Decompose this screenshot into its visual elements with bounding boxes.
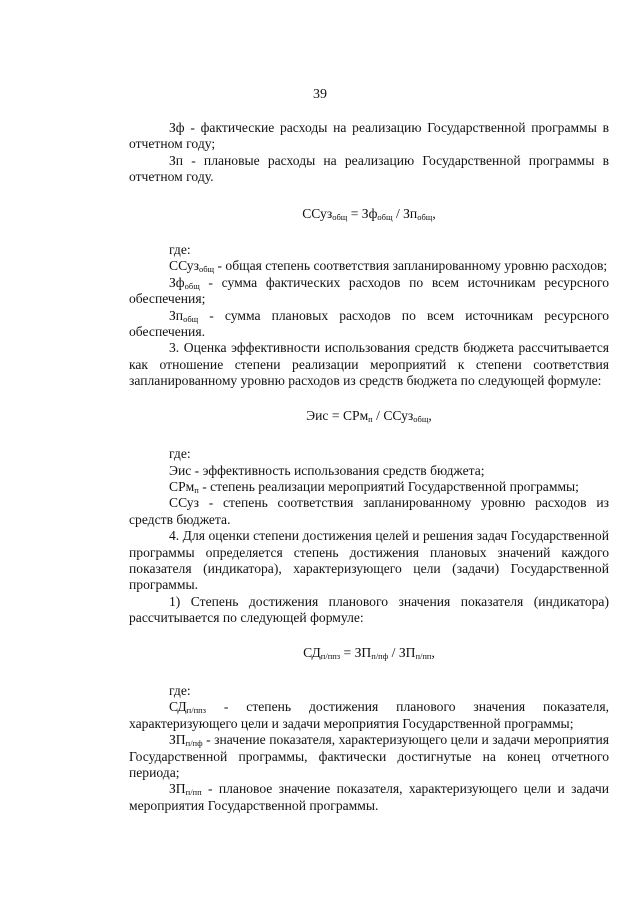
- formula-subscript: п: [368, 413, 373, 424]
- formula-term: Эис: [306, 407, 329, 423]
- definition-text: - сумма плановых расходов по всем источникам ресурсного обеспечения.: [129, 307, 609, 340]
- symbol: Зп: [169, 307, 184, 323]
- symbol: Зф: [169, 274, 185, 290]
- formula-subscript: общ: [417, 211, 433, 222]
- symbol-subscript: п/пп: [185, 787, 202, 798]
- formula-operator: =: [328, 407, 343, 423]
- definition-text: - степень достижения планового значения показателя, характеризующего цели и задачи мероприятия Государственной программы;: [129, 699, 609, 731]
- formula-operator: /: [372, 407, 384, 423]
- formula-budget-efficiency: [129, 408, 609, 424]
- where-label: где:: [169, 682, 191, 698]
- definition-zp-pp: [129, 781, 609, 814]
- definition-zp-pf: [129, 732, 609, 781]
- definition-sd: [129, 699, 609, 732]
- formula-punct: ,: [432, 205, 436, 221]
- formula-operator: /: [388, 644, 399, 660]
- symbol-subscript: п/пф: [185, 738, 203, 749]
- formula-term: СД: [303, 644, 321, 660]
- formula-operator: =: [347, 205, 362, 221]
- definition-zf-obshch: [129, 275, 609, 308]
- formula-term: Зп: [403, 205, 418, 221]
- item-4-paragraph: 4. Для оценки степени достижения целей и решения задач Государственной программы определяется степень достижения плановых значений каждого показателя (индикатора), характеризующего цели (задачи) Государственной программы.: [129, 528, 609, 593]
- formula-punct: ,: [428, 407, 432, 423]
- formula-subscript: общ: [413, 413, 429, 424]
- definition-text: - плановое значение показателя, характеризующего цели и задачи мероприятия Государственной программы.: [129, 781, 609, 813]
- symbol-subscript: общ: [183, 313, 199, 324]
- symbol: СД: [169, 699, 187, 715]
- formula-term: Зф: [361, 205, 378, 221]
- symbol-subscript: общ: [198, 264, 215, 275]
- symbol: ССуз: [169, 258, 199, 274]
- definition-text: - сумма фактических расходов по всем источникам ресурсного обеспечения;: [129, 274, 609, 307]
- symbol: ЗП: [169, 781, 186, 797]
- definition-srm: [129, 479, 609, 495]
- symbol-subscript: п: [194, 484, 199, 495]
- formula-term: ССуз: [383, 407, 414, 423]
- definition-text: - плановые расходы на реализацию Государственной программы в отчетном году.: [129, 152, 609, 185]
- symbol: ЗП: [169, 732, 186, 748]
- where-label: где:: [169, 446, 191, 462]
- item-4-1-paragraph: 1) Степень достижения планового значения показателя (индикатора) рассчитывается по следующей формуле:: [129, 593, 609, 626]
- formula-operator: =: [340, 644, 355, 660]
- symbol-subscript: общ: [184, 280, 200, 291]
- definition-zf: [129, 120, 609, 153]
- symbol: Зп: [169, 152, 184, 168]
- definition-text: - фактические расходы на реализацию Государственной программы в отчетном году;: [129, 120, 609, 152]
- formula-target-achievement: [129, 645, 609, 661]
- definition-zp: [129, 153, 609, 186]
- formula-term: ЗП: [398, 644, 416, 660]
- where-label: где:: [169, 242, 191, 258]
- formula-operator: /: [392, 205, 404, 221]
- definition-text: - степень реализации мероприятий Государственной программы;: [198, 478, 579, 494]
- symbol: СРм: [169, 478, 195, 494]
- symbol: Зф: [169, 120, 185, 135]
- formula-subscript: п/ппз: [320, 650, 341, 661]
- formula-subscript: п/пп: [415, 650, 432, 661]
- definition-text: - значение показателя, характеризующего цели и задачи мероприятия Государственной программы, фактически достигнутые на конец отчетного периода;: [129, 732, 609, 780]
- formula-term: ССуз: [302, 205, 333, 221]
- formula-subscript: п/пф: [371, 650, 389, 661]
- formula-subscript: общ: [332, 211, 348, 222]
- formula-term: СРм: [342, 407, 369, 423]
- formula-expense-compliance: [129, 206, 609, 222]
- document-body: [129, 120, 609, 814]
- item-3-paragraph: 3. Оценка эффективности использования средств бюджета рассчитывается как отношение степени реализации мероприятий к степени соответствия запланированному уровню расходов из средств бюджета по следующей формуле:: [129, 340, 609, 389]
- definition-text: - общая степень соответствия запланированному уровню расходов;: [214, 258, 608, 274]
- definition-eis: Эис - эффективность использования средств бюджета;: [169, 462, 485, 478]
- formula-subscript: общ: [377, 211, 393, 222]
- formula-punct: ,: [431, 644, 435, 660]
- definition-zp-obshch: [129, 308, 609, 341]
- page-number: 39: [313, 87, 327, 102]
- definition-ssuz-obshch: [129, 258, 609, 274]
- symbol-subscript: п/ппз: [186, 705, 207, 716]
- formula-term: ЗП: [354, 644, 372, 660]
- definition-ssuz: ССуз - степень соответствия запланированному уровню расходов из средств бюджета.: [129, 495, 609, 527]
